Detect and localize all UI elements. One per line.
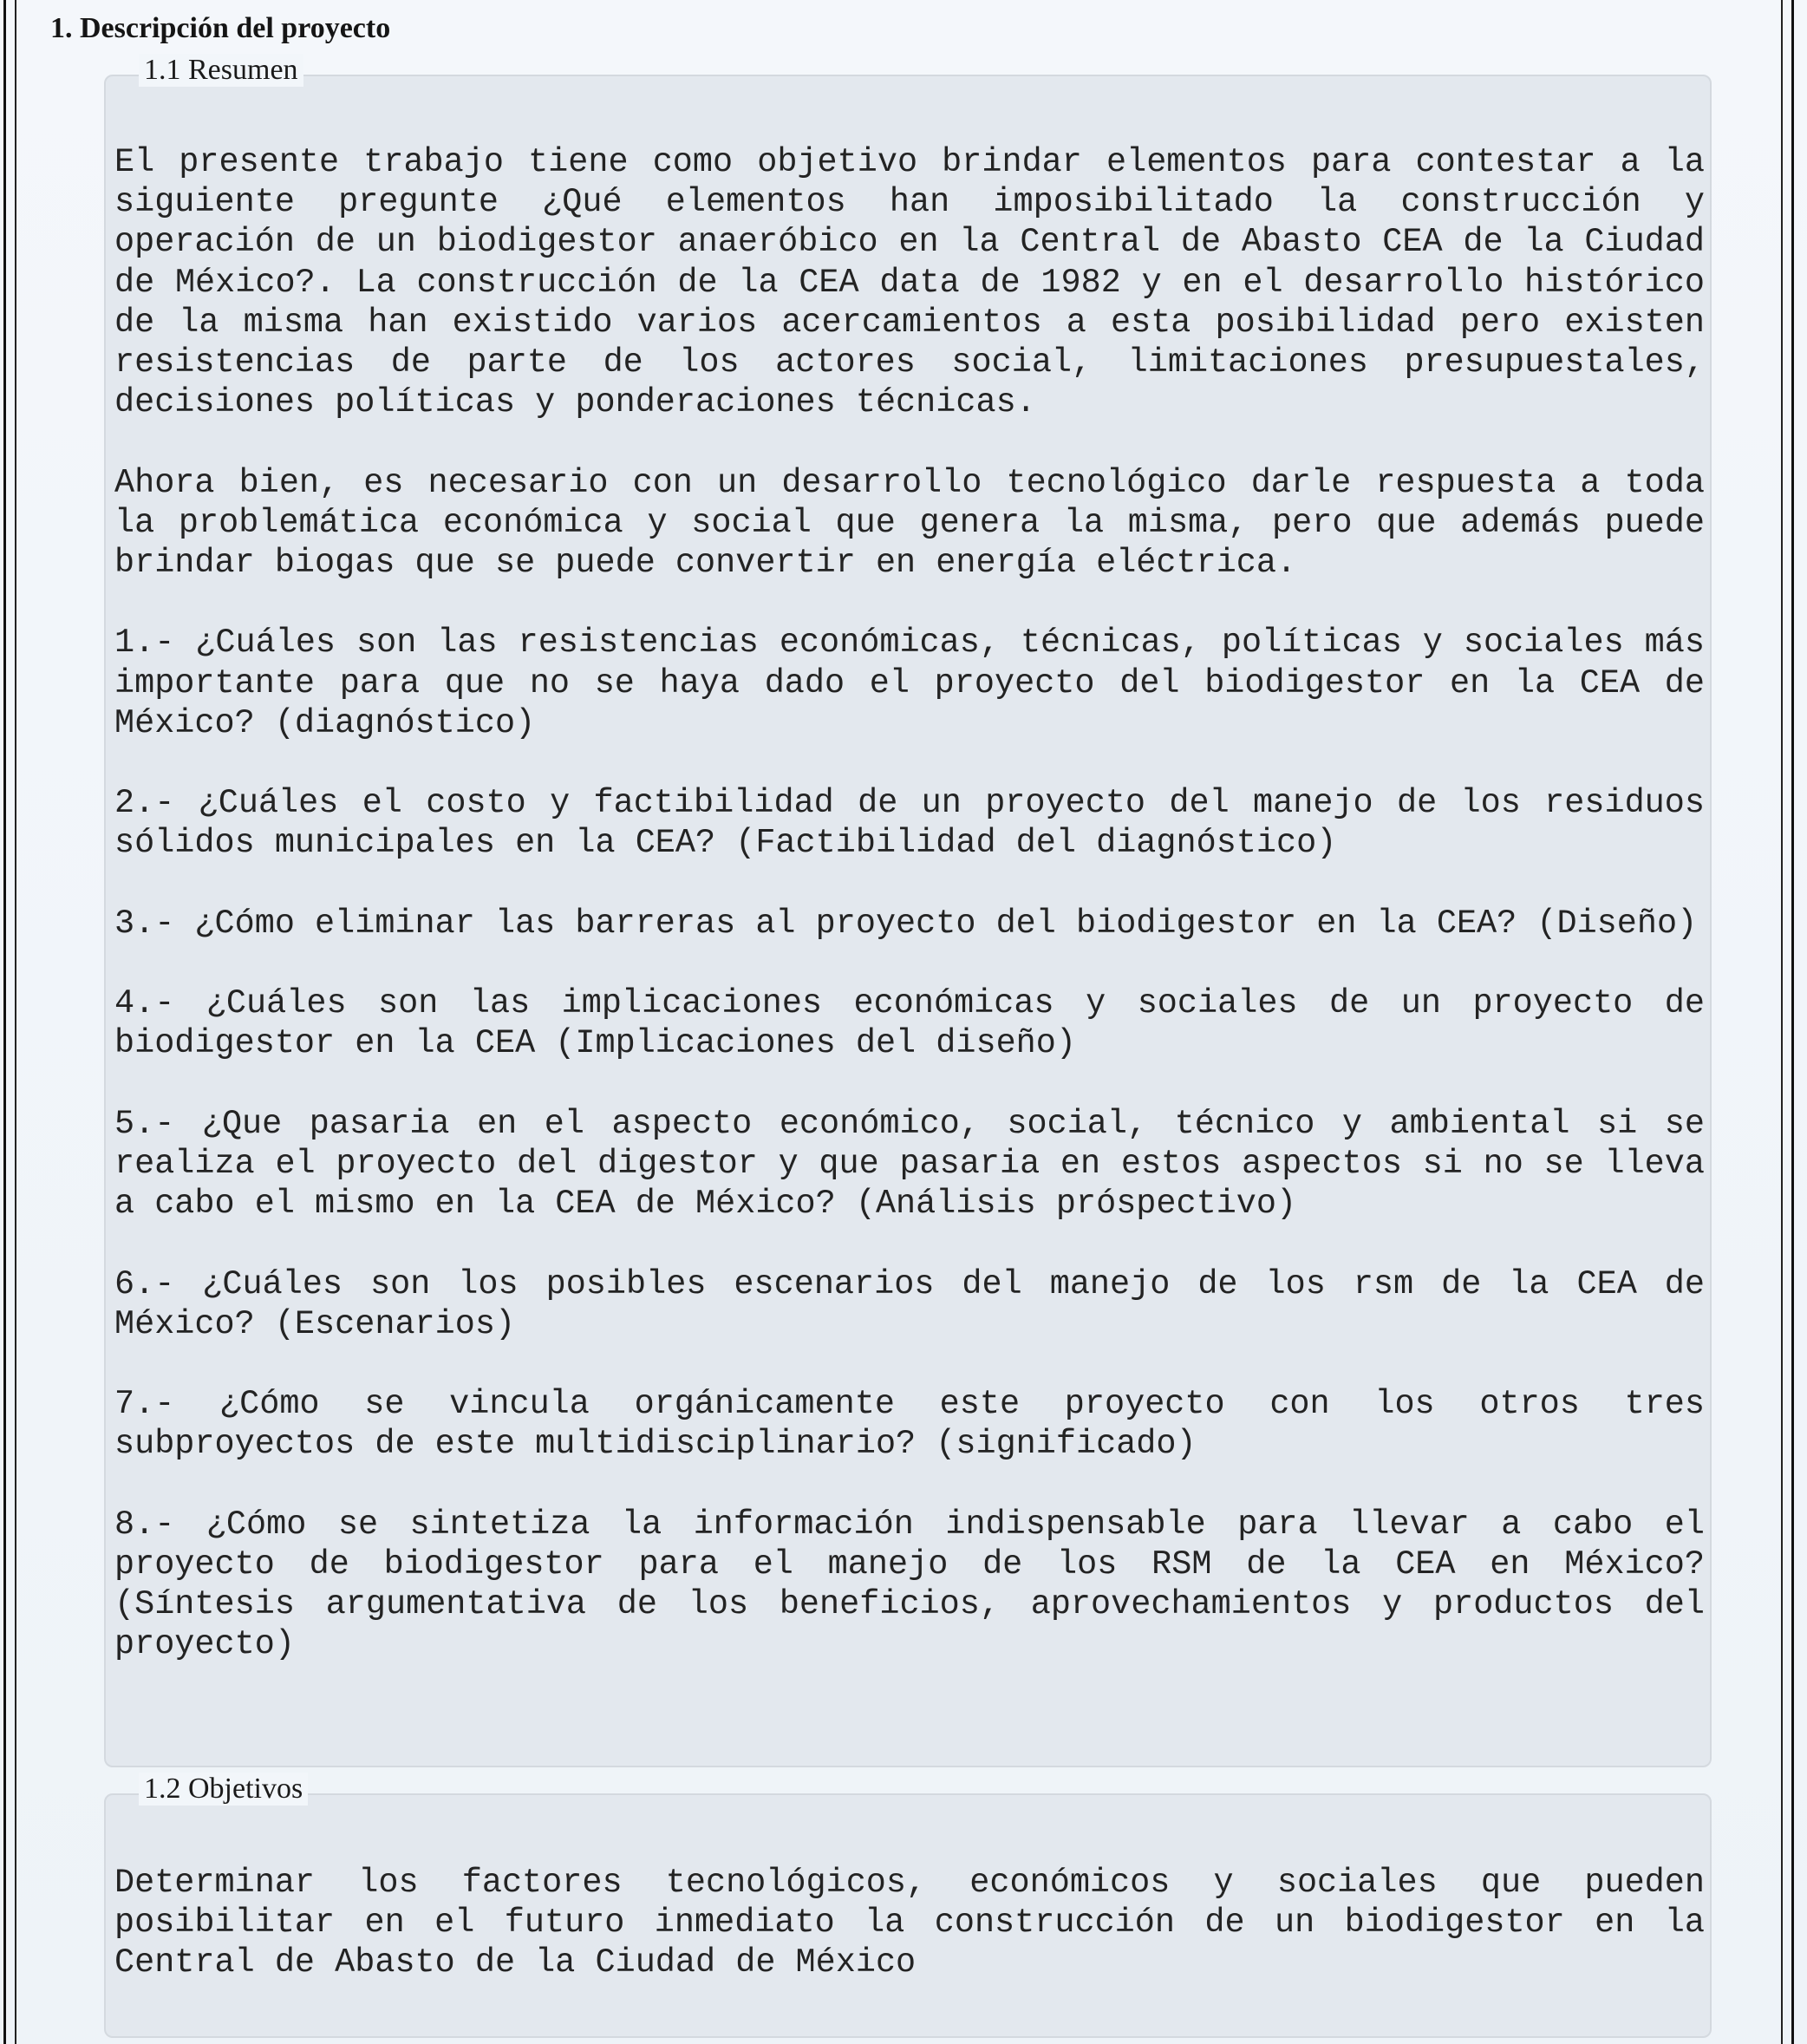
question-item: 6.- ¿Cuáles son los posibles escenarios del manejo de los rsm de la CEA de México? (Escenarios)	[114, 1264, 1705, 1343]
question-item: 1.- ¿Cuáles son las resistencias económicas, técnicas, políticas y sociales más importante para que no se haya dado el proyecto del biodigestor en la CEA de México? (diagnóstico)	[114, 624, 1705, 742]
question-item: 5.- ¿Que pasaria en el aspecto económico, social, técnico y ambiental si se realiza el proyecto del digestor y que pasaria en estos aspectos si no se lleva a cabo el mismo en la CEA de México? (Análisis próspectivo)	[114, 1104, 1705, 1224]
resumen-paragraph: El presente trabajo tiene como objetivo brindar elementos para contestar a la siguiente pregunte ¿Qué elementos han imposibilitado la construcción y operación de un biodigestor anaeróbico en la Central de Abasto CEA de la Ciudad de México?. La construcción de la CEA data de 1982 y en el desarrollo histórico de la misma han existido varios acercamientos a esta posibilidad pero existen resistencias de parte de los actores social, limitaciones presupuestales, decisiones políticas y ponderaciones técnicas.	[114, 143, 1705, 422]
section-title: 1. Descripción del proyecto	[50, 12, 391, 44]
objetivos-paragraph: Determinar los factores tecnológicos, económicos y sociales que pueden posibilitar en el futuro inmediato la construcción de un biodigestor en la Central de Abasto de la Ciudad de México	[114, 1864, 1705, 1982]
question-item: 3.- ¿Cómo eliminar las barreras al proyecto del biodigestor en la CEA? (Diseño)	[114, 904, 1698, 943]
objetivos-heading: 1.2 Objetivos	[139, 1773, 308, 1806]
resumen-panel	[104, 54, 1712, 1767]
objetivos-panel	[104, 1773, 1712, 2038]
question-item: 4.- ¿Cuáles son las implicaciones económicas y sociales de un proyecto de biodigestor en la CEA (Implicaciones del diseño)	[114, 984, 1705, 1063]
question-item: 7.- ¿Cómo se vincula orgánicamente este proyecto con los otros tres subproyectos de este multidisciplinario? (significado)	[114, 1385, 1705, 1464]
resumen-paragraph: Ahora bien, es necesario con un desarrollo tecnológico darle respuesta a toda la problemática económica y social que genera la misma, pero que además puede brindar biogas que se puede convertir en energía eléctrica.	[114, 463, 1705, 583]
resumen-heading: 1.1 Resumen	[139, 54, 303, 87]
resumen-body	[114, 142, 1705, 1665]
objetivos-body	[114, 1863, 1705, 1983]
question-item: 2.- ¿Cuáles el costo y factibilidad de un proyecto del manejo de los residuos sólidos municipales en la CEA? (Factibilidad del diagnóstico)	[114, 784, 1705, 863]
question-item: 8.- ¿Cómo se sintetiza la información indispensable para llevar a cabo el proyecto de biodigestor para el manejo de los RSM de la CEA en México? (Síntesis argumentativa de los beneficios, aprovechamientos y productos del proyecto)	[114, 1505, 1705, 1664]
